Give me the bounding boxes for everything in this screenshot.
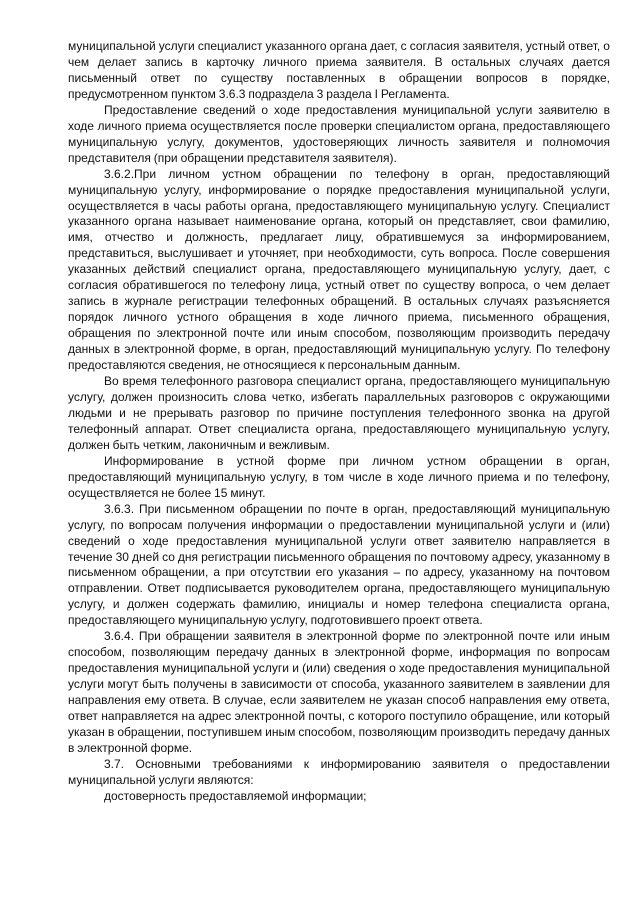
paragraph-3-6-3: 3.6.3. При письменном обращении по почте в орган, предоставляющий муниципальную услугу, по вопросам получения информации о предоставлении муниципальной услуги и (или) сведений о ходе предоставления муниципальной услуги ответ заявителю направляется в течение 30 дней со дня регистрации письменного обращения по почтовому адресу, указанному в письменном обращении, а при отсутствии его указания – по адресу, указанному на почтовом отправлении. Ответ подписывается руководителем органа, предоставляющего муниципальную услугу, и должен содержать фамилию, инициалы и номер телефона специалиста органа, предоставляющего муниципальную услугу, подготовившего проект ответа.	[68, 501, 610, 628]
paragraph-continuation: муниципальной услуги специалист указанного органа дает, с согласия заявителя, устный ответ, о чем делает запись в карточку личного приема заявителя. В остальных случаях дается письменный ответ по существу поставленных в обращении вопросов в порядке, предусмотренном пунктом 3.6.3 подраздела 3 раздела I Регламента.	[68, 39, 610, 101]
document-page	[68, 39, 610, 805]
list-item-reliability: достоверность предоставляемой информации;	[104, 788, 367, 803]
paragraph-phone-conversation: Во время телефонного разговора специалист органа, предоставляющего муниципальную услугу, должен произносить слова четко, избегать параллельных разговоров с окружающими людьми и не прерывать разговор по причине поступления телефонного звонка на другой телефонный аппарат. Ответ специалиста органа, предоставляющего муниципальную услугу, должен быть четким, лаконичным и вежливым.	[68, 374, 610, 452]
paragraph-oral-duration: Информирование в устной форме при личном устном обращении в орган, предоставляющий муниципальную услугу, в том числе в ходе личного приема и по телефону, осуществляется не более 15 минут.	[68, 453, 610, 500]
paragraph-3-7: 3.7. Основными требованиями к информированию заявителя о предоставлении муниципальной услуги являются:	[68, 756, 610, 787]
paragraph-3-6-2: 3.6.2.При личном устном обращении по телефону в орган, предоставляющий муниципальную услугу, информирование о порядке предоставления муниципальной услуги, осуществляется в часы работы органа, предоставляющего муниципальную услугу. Специалист указанного органа называет наименование органа, который он представляет, свои фамилию, имя, отчество и должность, предлагает лицу, обратившемуся за информированием, представиться, выслушивает и уточняет, при необходимости, суть вопроса. После совершения указанных действий специалист органа, предоставляющего муниципальную услугу, дает, с согласия обратившегося по телефону лица, устный ответ по существу вопроса, о чем делает запись в журнале регистрации телефонных обращений. В остальных случаях разъясняется порядок личного устного обращения в ходе личного приема, письменного обращения, обращения по электронной почте или иным способом, позволяющим производить передачу данных в электронной форме, в орган, предоставляющий муниципальную услугу. По телефону предоставляются сведения, не относящиеся к персональным данным.	[68, 166, 610, 373]
paragraph-personal-reception: Предоставление сведений о ходе предоставления муниципальной услуги заявителю в ходе личного приема осуществляется после проверки специалистом органа, предоставляющего муниципальную услугу, документов, удостоверяющих личность заявителя и полномочия представителя (при обращении представителя заявителя).	[68, 102, 610, 165]
paragraph-3-6-4: 3.6.4. При обращении заявителя в электронной форме по электронной почте или иным способом, позволяющим передачу данных в электронной форме, информация по вопросам предоставления муниципальной услуги и (или) сведения о ходе предоставления муниципальной услуги могут быть получены в зависимости от способа, указанного заявителем в заявлении для направления ему ответа. В случае, если заявителем не указан способ направления ему ответа, ответ направляется на адрес электронной почты, с которого поступило обращение, или который указан в обращении, поступившем иным способом, позволяющим производить передачу данных в электронной форме.	[68, 629, 610, 755]
